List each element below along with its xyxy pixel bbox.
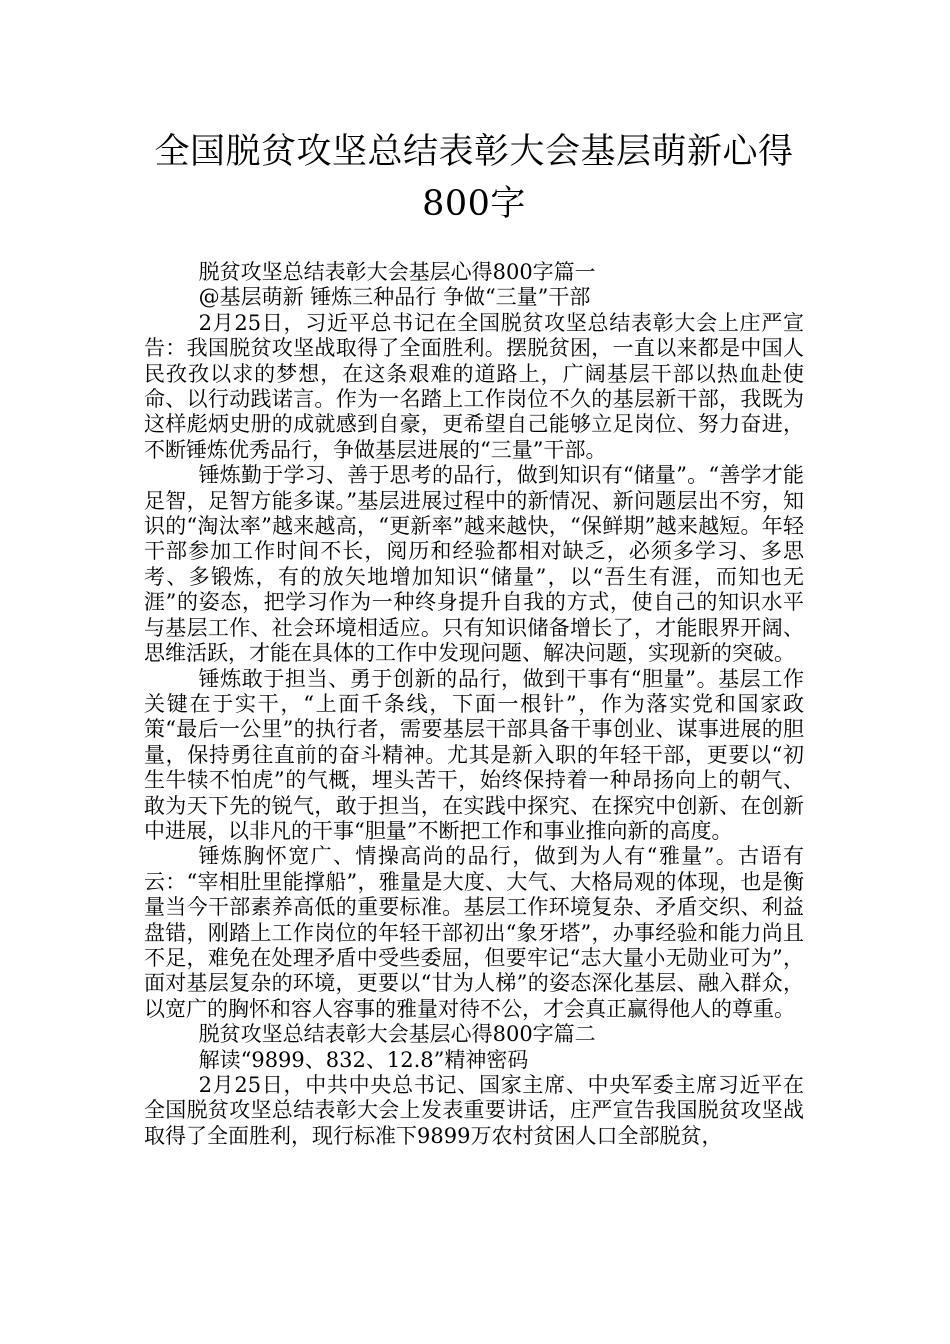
- section-heading-1: 脱贫攻坚总结表彰大会基层心得800字篇一: [198, 260, 596, 284]
- document-page: [144, 0, 804, 1149]
- title-line-2: 800字: [422, 184, 526, 224]
- body-paragraph: 锤炼勤于学习、善于思考的品行，做到知识有“储量”。“善学才能足智，足智方能多谋。”基层进展过程中的新情况、新问题层出不穷，知识的“淘汰率”越来越高，“更新率”越来越快，“保鲜期”越来越短。年轻干部参加工作时间不长，阅历和经验都相对缺乏，必须多学习、多思考、多锻炼，有的放矢地增加知识“储量”，以“吾生有涯，而知也无涯”的姿态，把学习作为一种终身提升自我的方式，使自己的知识水平与基层工作、社会环境相适应。只有知识储备增长了，才能眼界开阔、思维活跃，才能在具体的工作中发现问题、解决问题，实现新的突破。: [144, 463, 804, 666]
- section-heading-2: 脱贫攻坚总结表彰大会基层心得800字篇二: [198, 1022, 596, 1047]
- body-paragraph: 2月25日，中共中央总书记、国家主席、中央军委主席习近平在全国脱贫攻坚总结表彰大会上发表重要讲话，庄严宣告我国脱贫攻坚战取得了全面胜利，现行标准下9899万农村贫困人口全部脱贫，: [144, 1073, 804, 1148]
- subtitle-2: 解读“9899、832、12.8”精神密码: [198, 1047, 529, 1072]
- body-paragraph: 锤炼胸怀宽广、情操高尚的品行，做到为人有“雅量”。古语有云：“宰相肚里能撑船”，雅量是大度、大气、大格局观的体现，也是衡量当今干部素养高低的重要标准。基层工作环境复杂、矛盾交织、利益盘错，刚踏上工作岗位的年轻干部初出“象牙塔”，办事经验和能力尚且不足，难免在处理矛盾中受些委屈，但要牢记“志大量小无勋业可为”，面对基层复杂的环境，更要以“甘为人梯”的姿态深化基层、融入群众，以宽广的胸怀和容人容事的雅量对待不公，才会真正赢得他人的尊重。: [144, 844, 804, 1021]
- document-body: [144, 260, 804, 1149]
- document-title: [144, 0, 804, 230]
- subtitle-1: @基层萌新 锤炼三种品行 争做“三量”干部: [198, 285, 591, 310]
- body-paragraph: 锤炼敢于担当、勇于创新的品行，做到干事有“胆量”。基层工作关键在于实干，“上面千条线，下面一根针”，作为落实党和国家政策“最后一公里”的执行者，需要基层干部具备干事创业、谋事进展的胆量，保持勇往直前的奋斗精神。尤其是新入职的年轻干部，更要以“初生牛犊不怕虎”的气概，埋头苦干，始终保持着一种昂扬向上的朝气、敢为天下先的锐气，敢于担当，在实践中探究、在探究中创新、在创新中进展，以非凡的干事“胆量”不断把工作和事业推向新的高度。: [144, 666, 804, 843]
- body-paragraph: 2月25日，习近平总书记在全国脱贫攻坚总结表彰大会上庄严宣告：我国脱贫攻坚战取得了全面胜利。摆脱贫困，一直以来都是中国人民孜孜以求的梦想，在这条艰难的道路上，广阔基层干部以热血赴使命、以行动践诺言。作为一名踏上工作岗位不久的基层新干部，我既为这样彪炳史册的成就感到自豪，更希望自己能够立足岗位、努力奋进，不断锤炼优秀品行，争做基层进展的“三量”干部。: [144, 310, 804, 462]
- title-line-1: 全国脱贫攻坚总结表彰大会基层萌新心得: [154, 132, 794, 172]
